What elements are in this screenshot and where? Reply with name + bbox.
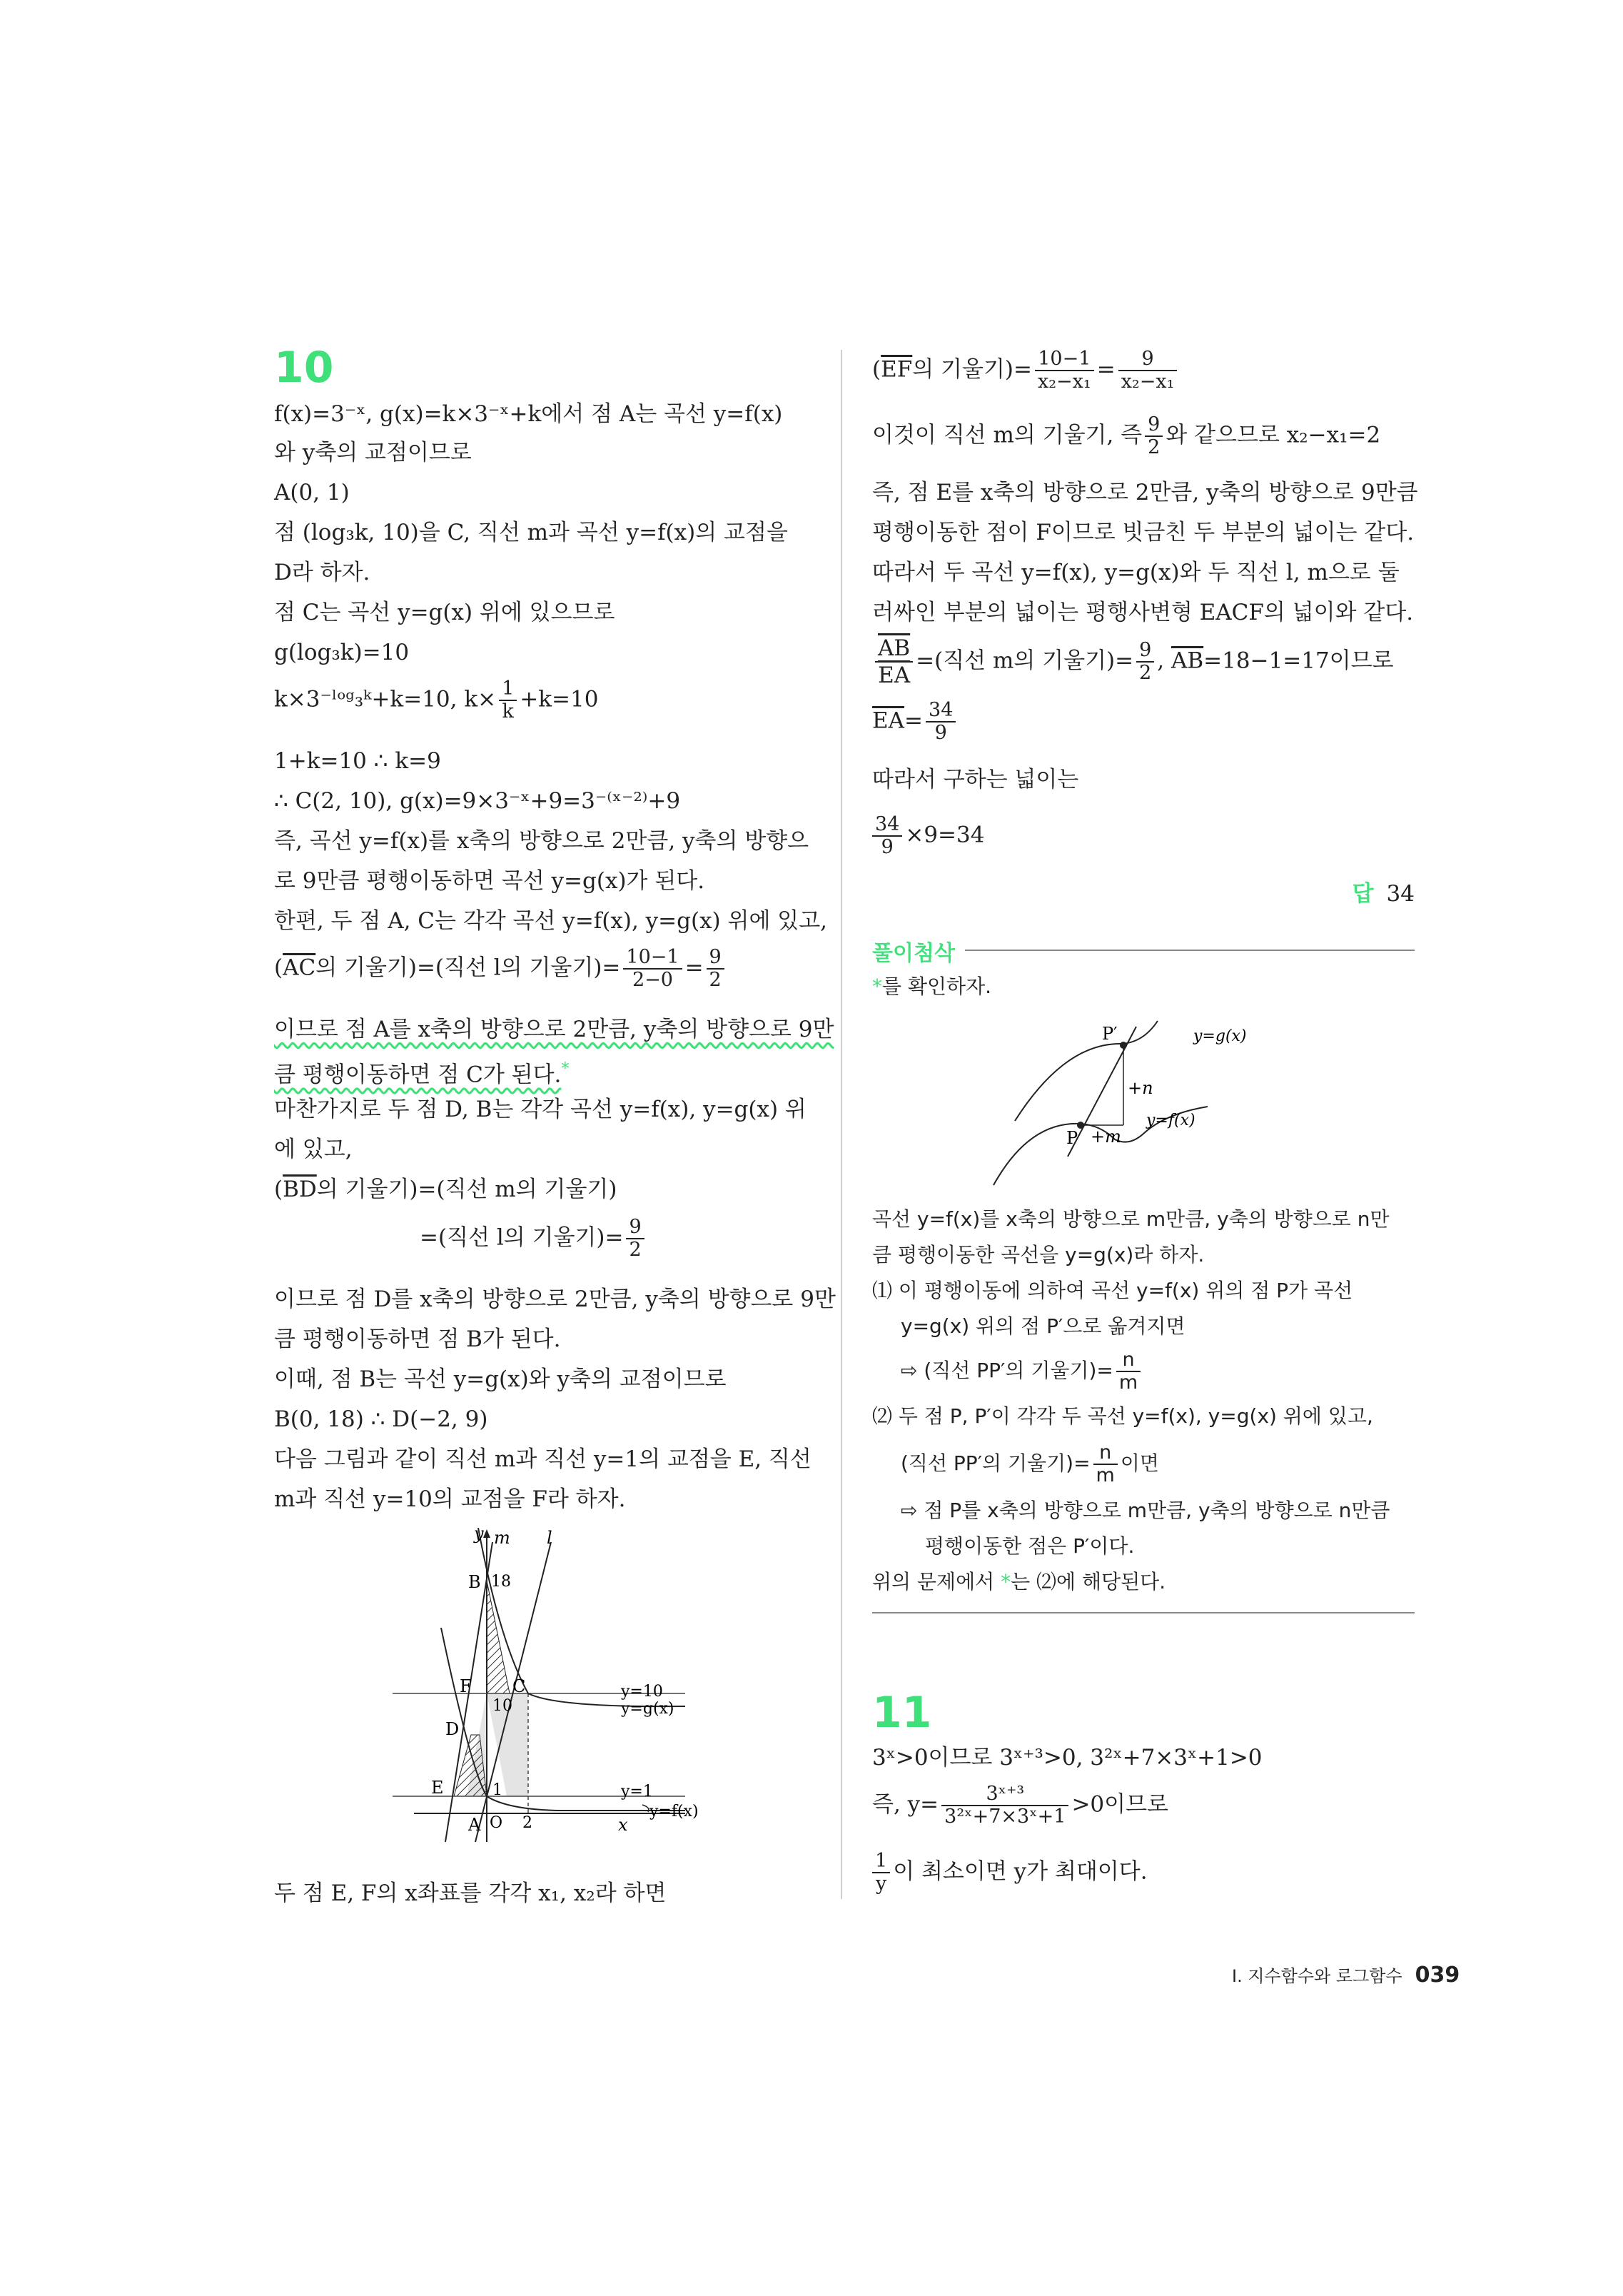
- sol10-line3: A(0, 1): [274, 480, 350, 505]
- fraction-9-over-2: [1136, 640, 1154, 684]
- label-E: E: [431, 1778, 444, 1798]
- tip-line8: ⇨ 점 P를 x축의 방향으로 m만큼, y축의 방향으로 n만큼: [901, 1499, 1390, 1522]
- sol10-line11: 즉, 곡선 y=f(x)를 x축의 방향으로 2만큼, y축의 방향으: [274, 828, 809, 854]
- frac-den: 2−0: [632, 969, 673, 991]
- fraction-10-1-over-2-0: [623, 947, 682, 991]
- frac-num: 9: [1136, 640, 1154, 663]
- label-gx: y=g(x): [1193, 1027, 1247, 1045]
- tip-title-rule: [965, 950, 1415, 951]
- fraction-9-over-2: [626, 1217, 644, 1261]
- sol10-line27: 두 점 E, F의 x좌표를 각각 x₁, x₂라 하면: [274, 1880, 667, 1906]
- label-y1: y=1: [621, 1783, 653, 1801]
- tip-line10-text-a: 위의 문제에서: [872, 1570, 995, 1593]
- sol10-line7: g(log₃k)=10: [274, 640, 410, 665]
- column-divider: [841, 350, 842, 1899]
- answer-10: [1352, 878, 1415, 910]
- overline-EA: $\overline{EA}$: [872, 708, 905, 734]
- overline-BD: $\overline{BD}$: [283, 1177, 317, 1202]
- right-line8: [872, 700, 959, 744]
- hatched-region-upper: [487, 1581, 510, 1693]
- fraction-34-over-9: [872, 814, 902, 858]
- label-P-prime: P′: [1102, 1024, 1118, 1044]
- overline-AC: $\overline{AC}$: [283, 955, 316, 981]
- label-18: 18: [491, 1573, 511, 1591]
- fraction-n-over-m: [1093, 1442, 1118, 1486]
- label-fx: y=f(x): [649, 1803, 699, 1821]
- fraction-9-over-2: [707, 947, 724, 991]
- tip-line7-text-b: 이면: [1120, 1451, 1159, 1475]
- tip-line9: 평행이동한 점은 P′이다.: [925, 1534, 1135, 1558]
- problem-number-11: 11: [872, 1688, 932, 1738]
- fraction-10-1-over-x2-x1: [1035, 348, 1094, 393]
- sol10-line1: f(x)=3⁻ˣ, g(x)=k×3⁻ˣ+k에서 점 A는 곡선 y=f(x): [274, 401, 783, 427]
- equals: =: [1096, 356, 1116, 383]
- fraction-9-over-2: [1145, 414, 1163, 458]
- fraction-34-over-9: [926, 700, 956, 744]
- overline-AB: $\overline{AB}$: [1171, 648, 1204, 674]
- frac-num: n: [1093, 1442, 1118, 1465]
- line20-text: =(직선 l의 기울기)=: [420, 1224, 624, 1251]
- y-axis-arrow: [483, 1529, 490, 1538]
- chapter-title: Ⅰ. 지수함수와 로그함수: [1232, 1966, 1402, 1986]
- tip-line10-text-b: 는 ⑵에 해당된다.: [1011, 1570, 1166, 1593]
- frac-den: x₂−x₁: [1121, 371, 1175, 393]
- tip-line10: [872, 1566, 1166, 1598]
- overline-EF: $\overline{EF}$: [881, 356, 913, 383]
- right-line6: 러싸인 부분의 넓이는 평행사변형 EACF의 넓이와 같다.: [872, 600, 1414, 625]
- sol11-line3: [872, 1851, 1148, 1895]
- sol10-line10: ∴ C(2, 10), g(x)=9×3⁻ˣ+9=3⁻⁽ˣ⁻²⁾+9: [274, 788, 681, 814]
- sol10-line23: 이때, 점 B는 곡선 y=g(x)와 y축의 교점이므로: [274, 1366, 727, 1392]
- label-gx: y=g(x): [621, 1700, 674, 1718]
- right-line3: 즉, 점 E를 x축의 방향으로 2만큼, y축의 방향으로 9만큼: [872, 480, 1418, 505]
- sol10-line15: 이므로 점 A를 x축의 방향으로 2만큼, y축의 방향으로 9만: [274, 1017, 834, 1042]
- line2-text-a: 이것이 직선 m의 기울기, 즉: [872, 422, 1143, 448]
- fraction-9-over-x2-x1: [1118, 348, 1178, 393]
- tip-line3: ⑴ 이 평행이동에 의하여 곡선 y=f(x) 위의 점 P가 곡선: [872, 1279, 1353, 1302]
- frac-num: $\overline{AB}$: [875, 635, 913, 663]
- sol10-line9: 1+k=10 ∴ k=9: [274, 748, 441, 774]
- frac-num: 9: [707, 947, 724, 970]
- tip-intro: [872, 971, 991, 1002]
- label-fx: y=f(x): [1146, 1112, 1195, 1129]
- fraction-n-over-m: [1116, 1349, 1141, 1394]
- frac-den: k: [502, 700, 514, 722]
- sol11-line1: 3ˣ>0이므로 3ˣ⁺³>0, 3²ˣ+7×3ˣ+1>0: [872, 1745, 1263, 1771]
- fraction-1-over-k: [499, 678, 517, 722]
- fraction-y-expression: [941, 1783, 1068, 1828]
- sol10-line12: 로 9만큼 평행이동하면 곡선 y=g(x)가 된다.: [274, 868, 705, 894]
- label-F: F: [460, 1676, 472, 1696]
- frac-den: 2: [709, 969, 722, 991]
- star-mark: *: [561, 1060, 570, 1078]
- label-plus-n: +n: [1128, 1078, 1153, 1098]
- label-D: D: [445, 1719, 460, 1739]
- sol10-line6: 점 C는 곡선 y=g(x) 위에 있으므로: [274, 600, 615, 625]
- line1-text: 의 기울기)=: [912, 356, 1032, 383]
- frac-num: 1: [499, 678, 517, 701]
- sol10-line14: [274, 947, 727, 991]
- label-P: P: [1066, 1128, 1078, 1148]
- label-x-axis: x: [618, 1815, 628, 1835]
- sol10-line16: [274, 1054, 569, 1090]
- tip-line1: 곡선 y=f(x)를 x축의 방향으로 m만큼, y축의 방향으로 n만: [872, 1207, 1390, 1231]
- right-line9: 따라서 구하는 넓이는: [872, 767, 1079, 792]
- tip-bottom-rule: [872, 1612, 1415, 1613]
- fraction-1-over-y: [872, 1851, 890, 1895]
- tip-line4: y=g(x) 위의 점 P′으로 옮겨지면: [901, 1314, 1185, 1338]
- line16-text: 큼 평행이동하면 점 C가 된다.: [274, 1062, 562, 1088]
- comma: ,: [1157, 648, 1165, 674]
- frac-den: 9: [934, 722, 947, 744]
- star-mark: *: [872, 975, 882, 998]
- line10-text: ×9=34: [905, 822, 985, 848]
- fraction-AB-over-EA: [875, 635, 913, 688]
- label-2: 2: [522, 1814, 532, 1832]
- frac-den: EA: [878, 663, 911, 688]
- frac-den: y: [875, 1873, 887, 1895]
- frac-den: m: [1118, 1371, 1138, 1394]
- label-O: O: [490, 1814, 503, 1832]
- frac-den: 2: [629, 1239, 642, 1261]
- point-P: [1077, 1122, 1084, 1129]
- label-y-axis: y: [474, 1528, 484, 1544]
- label-y10: y=10: [621, 1683, 663, 1701]
- right-line10: [872, 814, 984, 858]
- tip-line5: [901, 1349, 1143, 1394]
- frac-num: 34: [872, 814, 902, 837]
- frac-den: m: [1096, 1464, 1115, 1486]
- sol11-line3-text: 이 최소이면 y가 최대이다.: [893, 1858, 1148, 1885]
- tip-intro-text: 를 확인하자.: [882, 975, 992, 998]
- tip-line7-text-a: (직선 PP′의 기울기)=: [901, 1451, 1091, 1475]
- sol10-line17: 마찬가지로 두 점 D, B는 각각 곡선 y=f(x), y=g(x) 위: [274, 1097, 807, 1122]
- frac-den: 9: [881, 836, 894, 858]
- label-line-l: l: [547, 1528, 552, 1548]
- paren-open: (: [274, 955, 283, 981]
- sol10-line24: B(0, 18) ∴ D(−2, 9): [274, 1406, 488, 1432]
- equals: =: [904, 708, 924, 734]
- tip-line6: ⑵ 두 점 P, P′이 각각 두 곡선 y=f(x), y=g(x) 위에 있고,: [872, 1404, 1373, 1428]
- frac-num: 10−1: [623, 947, 682, 970]
- sol10-line19: [274, 1174, 617, 1205]
- sol10-line8: [274, 678, 598, 722]
- tip-title: 풀이첨삭: [872, 941, 955, 966]
- sol11-line2-text-a: 즉, y=: [872, 1791, 939, 1818]
- star-mark: *: [1001, 1570, 1011, 1593]
- label-line-m: m: [494, 1528, 510, 1548]
- sol10-line25: 다음 그림과 같이 직선 m과 직선 y=1의 교점을 E, 직선: [274, 1446, 812, 1472]
- answer-value: 34: [1386, 881, 1415, 907]
- sol11-line2-text-b: >0이므로: [1071, 1791, 1168, 1818]
- problem-number-10: 10: [274, 343, 334, 393]
- tip-line7: [901, 1442, 1159, 1486]
- frac-num: 1: [872, 1851, 890, 1873]
- frac-num: n: [1116, 1349, 1141, 1372]
- line7-text-a: =(직선 m의 기울기)=: [916, 648, 1134, 674]
- label-C: C: [512, 1676, 526, 1696]
- frac-num: 9: [1118, 348, 1178, 371]
- right-line5: 따라서 두 곡선 y=f(x), y=g(x)와 두 직선 l, m으로 둘: [872, 560, 1400, 585]
- frac-num: 10−1: [1035, 348, 1094, 371]
- point-P-prime: [1120, 1042, 1127, 1049]
- paren-open: (: [274, 1177, 283, 1202]
- frac-den: 3²ˣ+7×3ˣ+1: [944, 1806, 1066, 1828]
- label-10: 10: [492, 1697, 512, 1715]
- curve-gx: [1015, 1021, 1158, 1121]
- sol11-line2: [872, 1783, 1168, 1828]
- page-number: 039: [1415, 1963, 1460, 1988]
- line19-text: 의 기울기)=(직선 m의 기울기): [316, 1177, 617, 1202]
- tip-line5-text: ⇨ (직선 PP′의 기울기)=: [901, 1359, 1113, 1382]
- frac-num: 34: [926, 700, 956, 722]
- curve-gx: [478, 1528, 685, 1706]
- tip-line2: 큼 평행이동한 곡선을 y=g(x)라 하자.: [872, 1243, 1205, 1267]
- line7-text-c: =18−1=17이므로: [1203, 648, 1394, 674]
- sol10-line26: m과 직선 y=10의 교점을 F라 하자.: [274, 1486, 626, 1512]
- line8-part-b: +k=10: [520, 686, 599, 713]
- frac-den: 2: [1139, 662, 1152, 684]
- paren-open: (: [872, 356, 881, 383]
- figure-translation-diagram: [986, 1014, 1315, 1192]
- frac-den: x₂−x₁: [1037, 371, 1091, 393]
- label-1: 1: [492, 1781, 502, 1799]
- answer-label: 답: [1352, 881, 1374, 907]
- frac-den: 2: [1148, 436, 1161, 458]
- right-line4: 평행이동한 점이 F이므로 빗금친 두 부분의 넓이는 같다.: [872, 520, 1415, 545]
- right-line2: [872, 414, 1380, 458]
- equals: =: [684, 955, 704, 981]
- sol10-line5: D라 하자.: [274, 560, 370, 585]
- frac-num: 9: [1145, 414, 1163, 437]
- sol10-line18: 에 있고,: [274, 1137, 353, 1162]
- sol10-line20: [420, 1217, 647, 1261]
- frac-num: 3ˣ⁺³: [941, 1783, 1068, 1806]
- sol10-line2: 와 y축의 교점이므로: [274, 440, 472, 465]
- frac-num: 9: [626, 1217, 644, 1239]
- right-line7: [872, 635, 1394, 688]
- line2-text-b: 와 같으므로 x₂−x₁=2: [1166, 422, 1381, 448]
- sol10-line21: 이므로 점 D를 x축의 방향으로 2만큼, y축의 방향으로 9만: [274, 1287, 836, 1312]
- figure-area-graph: [385, 1528, 785, 1856]
- label-B: B: [468, 1572, 481, 1592]
- sol10-line22: 큼 평행이동하면 점 B가 된다.: [274, 1326, 561, 1352]
- sol10-line4: 점 (log₃k, 10)을 C, 직선 m과 곡선 y=f(x)의 교점을: [274, 520, 788, 545]
- right-line1: [872, 348, 1180, 393]
- line8-part-a: k×3⁻ˡᵒᵍ₃ᵏ+k=10, k×: [274, 686, 497, 713]
- sol10-line13: 한편, 두 점 A, C는 각각 곡선 y=f(x), y=g(x) 위에 있고,: [274, 908, 827, 934]
- label-A: A: [468, 1815, 481, 1835]
- line14-text: 의 기울기)=(직선 l의 기울기)=: [315, 955, 621, 981]
- label-plus-m: +m: [1091, 1127, 1121, 1147]
- page-footer: [1232, 1962, 1460, 1988]
